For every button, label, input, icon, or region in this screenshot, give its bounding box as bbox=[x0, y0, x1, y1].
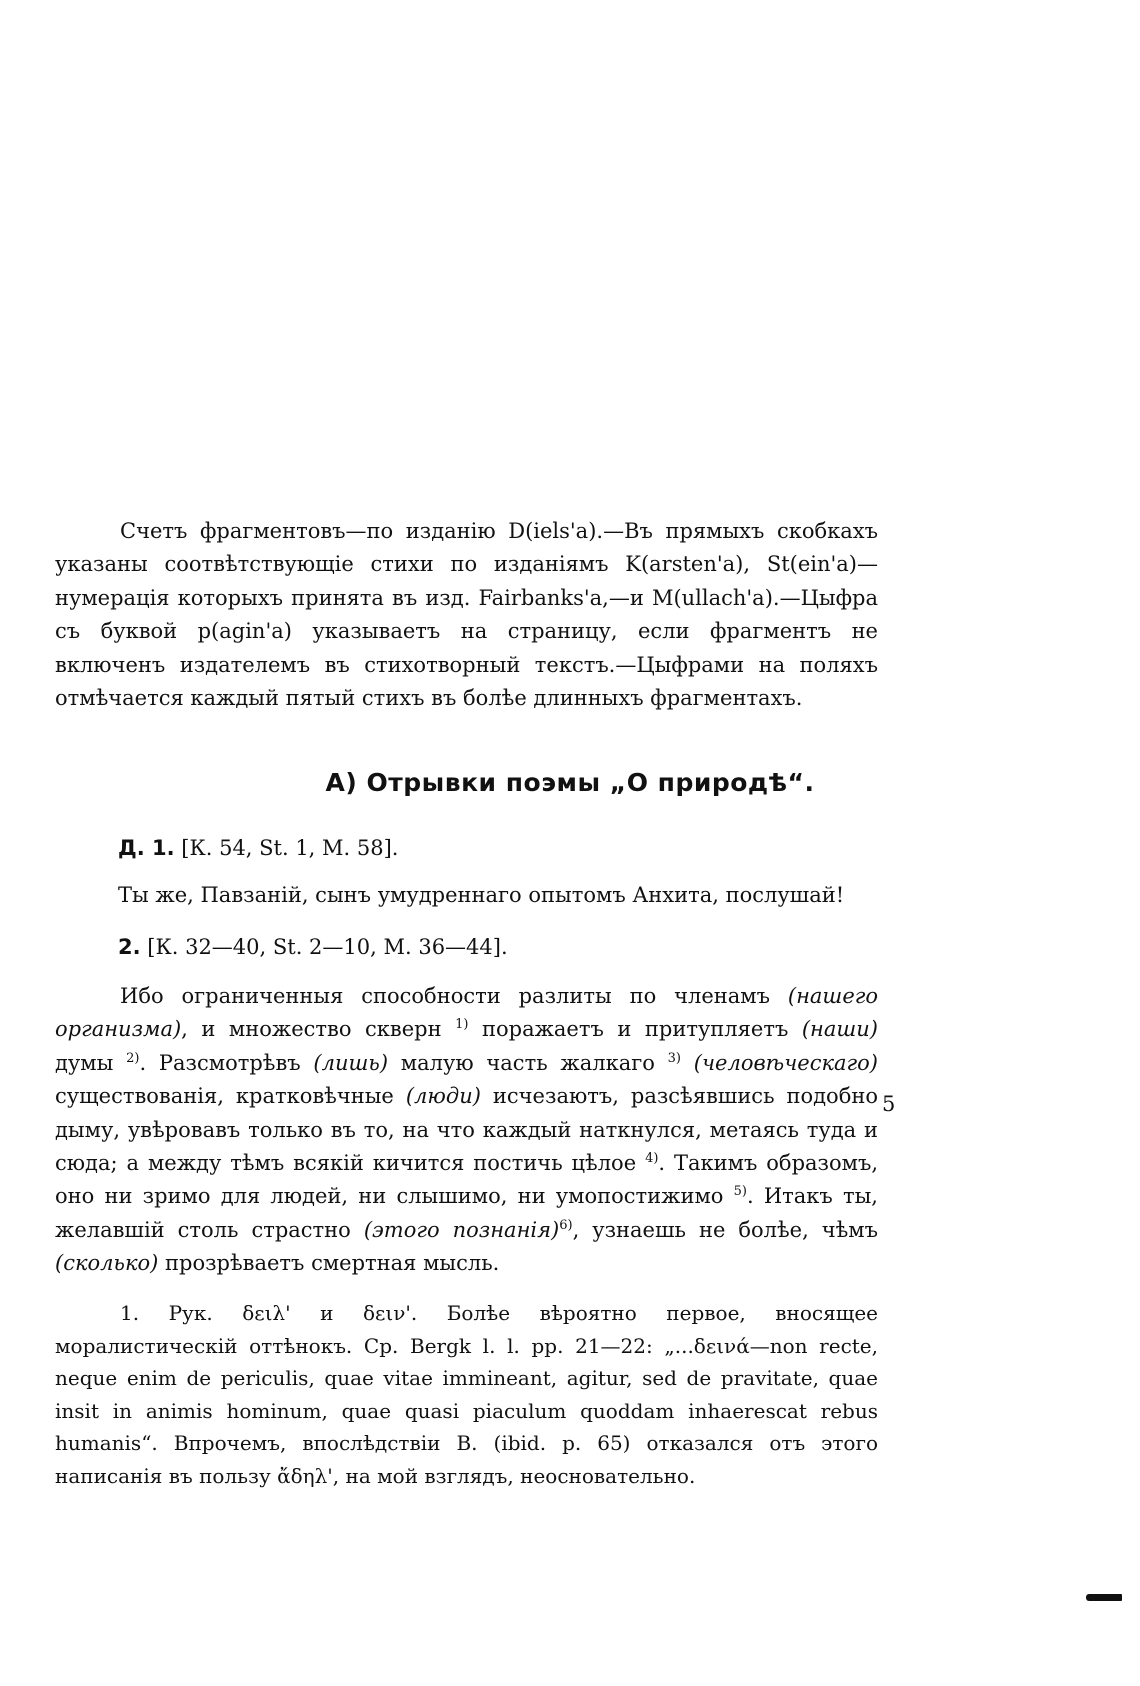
italic-gloss: (люди) bbox=[405, 1084, 481, 1109]
footnote-ref: 6) bbox=[559, 1217, 573, 1233]
text-run: поражаетъ и притупляетъ bbox=[468, 1017, 802, 1042]
intro-paragraph bbox=[55, 515, 878, 715]
fragment-1-label: Д. 1. bbox=[118, 836, 175, 860]
fragment-2-text bbox=[55, 980, 878, 1281]
text-run bbox=[681, 1051, 694, 1075]
text-run: малую часть жалкаго bbox=[388, 1050, 668, 1075]
fragment-2-header bbox=[118, 935, 508, 959]
italic-gloss: (наши) bbox=[801, 1017, 878, 1042]
text-run: . Разсмотрѣвъ bbox=[139, 1050, 314, 1075]
text-run: существованія, кратковѣчные bbox=[55, 1084, 406, 1109]
text-run: Ибо ограниченныя способности разлиты по членамъ bbox=[120, 984, 788, 1008]
fragment-2-label: 2. bbox=[118, 935, 141, 959]
margin-line-number: 5 bbox=[882, 1092, 896, 1116]
text-run: . Итакъ ты, желавшій столь страстно bbox=[55, 1184, 878, 1242]
italic-gloss: (нашего организма) bbox=[55, 984, 878, 1042]
text-run: . Такимъ образомъ, оно ни зримо для людей, ни слышимо, ни умопостижимо bbox=[55, 1151, 878, 1209]
section-heading: А) Отрывки поэмы „О природѣ“. bbox=[325, 768, 815, 797]
footnote-ref: 1) bbox=[455, 1017, 469, 1033]
fragment-1-refs: [К. 54, St. 1, М. 58]. bbox=[181, 836, 399, 860]
footnote-ref: 5) bbox=[733, 1184, 747, 1200]
text-run: прозрѣваетъ смертная мысль. bbox=[158, 1251, 500, 1276]
text-run: , узнаешь не болѣе, чѣмъ bbox=[572, 1217, 878, 1242]
footnotes bbox=[55, 1297, 878, 1492]
footnote-1: 1. Рук. δειλ' и δειν'. Болѣе вѣроятно первое, вносящее моралистическій оттѣнокъ. Ср. Bergk l. l. pp. 21—22: „...δεινά—non recte, neque enim de periculis, quae vitae immineant, agitur, sed de pravitate, quae insit in animis hominum, quae quasi piaculum quoddam inhaerescat rebus humanis“. Впрочемъ, впослѣдствіи В. (ibid. p. 65) отказался отъ этого написанія въ пользу ἄδηλ', на мой взглядъ, неосновательно. bbox=[55, 1301, 878, 1488]
italic-gloss: (человѣческаго) bbox=[693, 1050, 878, 1075]
footnote-ref: 3) bbox=[667, 1050, 681, 1066]
footnote-ref: 4) bbox=[645, 1151, 659, 1167]
italic-gloss: (этого познанія) bbox=[363, 1217, 560, 1242]
fragment-1-header bbox=[118, 836, 398, 860]
text-run: , и множество скверн bbox=[181, 1017, 456, 1042]
text-run: думы bbox=[55, 1050, 127, 1075]
text-run: исчезаютъ, разсѣявшись подобно дыму, увѣровавъ только въ то, на что каждый наткнулся, метаясь туда и сюда; а между тѣмъ всякій кичится постичь цѣлое bbox=[55, 1084, 878, 1176]
scan-artifact-mark bbox=[1086, 1594, 1122, 1601]
fragment-2-refs: [К. 32—40, St. 2—10, М. 36—44]. bbox=[147, 935, 508, 959]
fragment-1-verse: Ты же, Павзаній, сынъ умудреннаго опытомъ Анхита, послушай! bbox=[118, 883, 845, 907]
italic-gloss: (лишь) bbox=[313, 1050, 389, 1075]
intro-text: Счетъ фрагментовъ—по изданію D(iels'a).—Въ прямыхъ скобкахъ указаны соотвѣтствующіе стихи по изданіямъ K(arsten'a), St(ein'a)—нумерація которыхъ принята въ изд. Fairbanks'a,—и M(ullach'a).—Цыфра съ буквой p(agin'a) указываетъ на страницу, если фрагментъ не включенъ издателемъ въ стихотворный текстъ.—Цыфрами на поляхъ отмѣчается каждый пятый стихъ въ болѣе длинныхъ фрагментахъ. bbox=[55, 519, 878, 711]
italic-gloss: (сколько) bbox=[55, 1251, 159, 1276]
footnote-ref: 2) bbox=[126, 1050, 140, 1066]
